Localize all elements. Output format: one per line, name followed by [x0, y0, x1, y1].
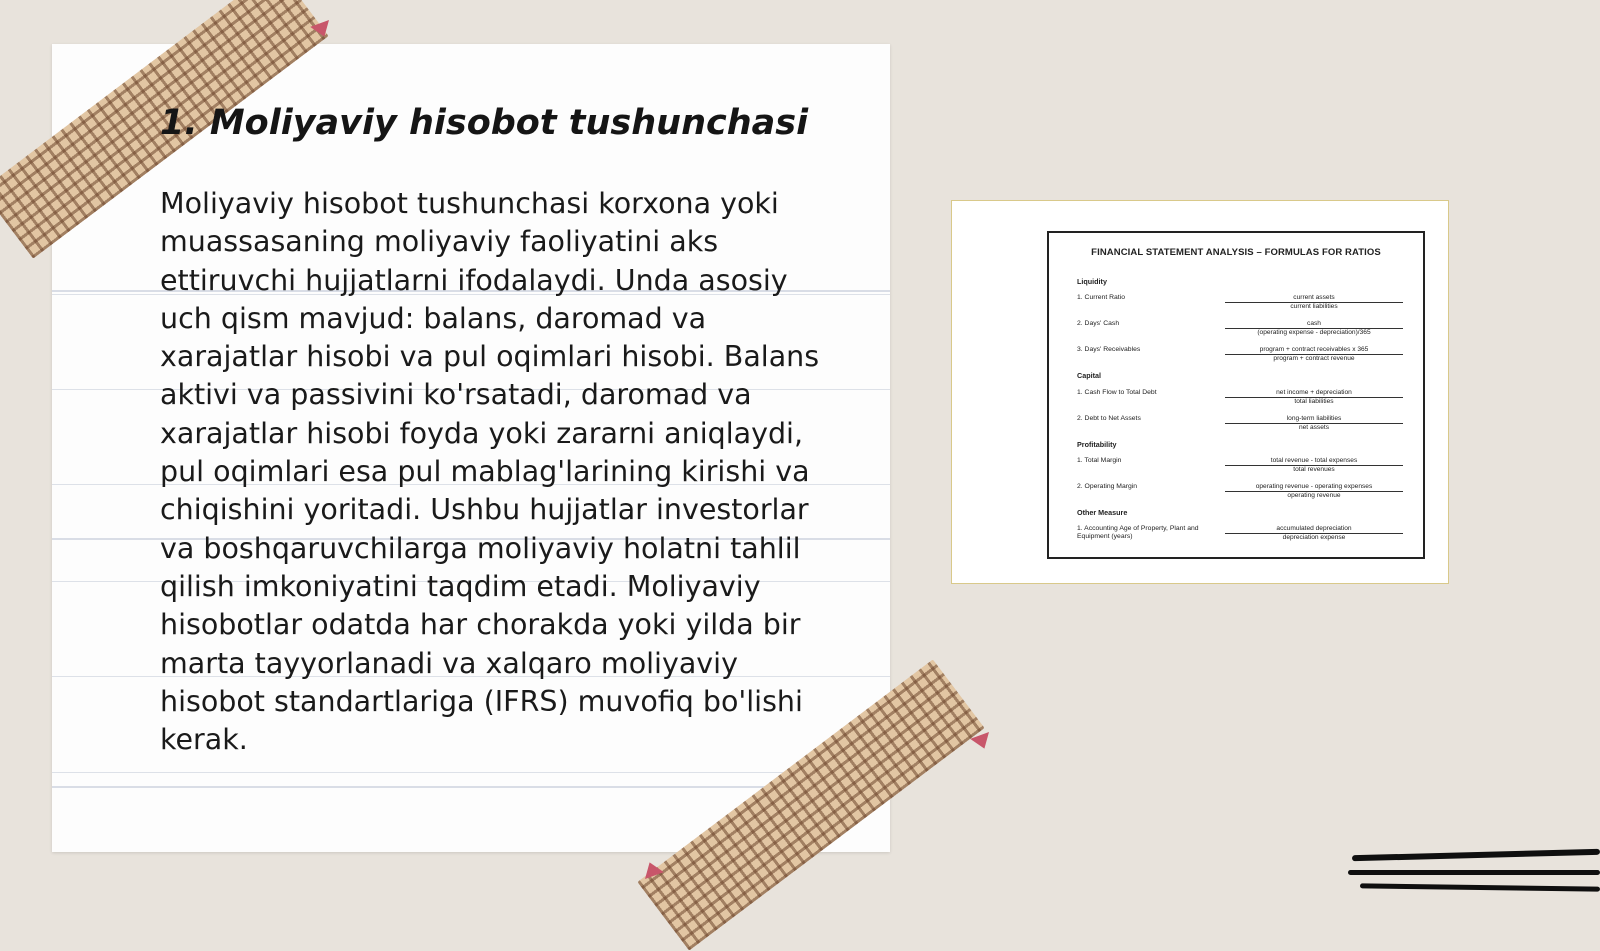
ratio-name: 1. Current Ratio	[1077, 294, 1125, 301]
ratio-formula	[1225, 483, 1403, 500]
paper-rule	[52, 772, 890, 773]
formula-numerator: current assets	[1225, 294, 1403, 303]
ink-stroke-decoration	[1352, 849, 1600, 861]
document-title: FINANCIAL STATEMENT ANALYSIS – FORMULAS FOR RATIOS	[1091, 247, 1381, 258]
formula-denominator: (operating expense - depreciation)/365	[1257, 329, 1371, 336]
section-heading: Capital	[1077, 371, 1101, 380]
slide-body-text: Moliyaviy hisobot tushunchasi korxona yoki muassasaning moliyaviy faoliyatini aks ettiruvchi hujjatlarni ifodalaydi. Unda asosiy uch qism mavjud: balans, daromad va xarajatlar hisobi va pul oqimlari hisobi. Balans aktivi va passivini ko'rsatadi, daromad va xarajatlar hisobi foyda yoki zararni aniqlaydi, pul oqimlari esa pul mablag'larining kirishi va chiqishini yoritadi. Ushbu hujjatlar investorlar va boshqaruvchilarga moliyaviy holatni tahlil qilish imkoniyatini taqdim etadi. Moliyaviy hisobotlar odatda har chorakda yoki yilda bir marta tayyorlanadi va xalqaro moliyaviy hisobot standartlariga (IFRS) muvofiq bo'lishi kerak.	[160, 187, 820, 757]
formula-denominator: net assets	[1298, 424, 1330, 431]
ink-stroke-decoration	[1348, 870, 1600, 875]
ratio-name: 1. Cash Flow to Total Debt	[1077, 389, 1157, 396]
formula-numerator: operating revenue - operating expenses	[1225, 483, 1403, 492]
formula-numerator: long-term liabilities	[1225, 415, 1403, 424]
ratio-name: 3. Days' Receivables	[1077, 346, 1141, 353]
section-heading: Profitability	[1077, 440, 1117, 449]
document-image-frame	[951, 200, 1449, 584]
ratio-formula	[1225, 389, 1403, 406]
slide-title: 1. Moliyaviy hisobot tushunchasi	[160, 103, 809, 143]
formula-denominator: depreciation expense	[1282, 534, 1346, 541]
ratio-name: 1. Accounting Age of Property, Plant and Equipment (years)	[1077, 525, 1199, 540]
formula-denominator: operating revenue	[1287, 492, 1341, 499]
formula-numerator: program + contract receivables x 365	[1225, 346, 1403, 355]
ratio-formula	[1225, 294, 1403, 311]
ratio-name: 2. Debt to Net Assets	[1077, 415, 1141, 422]
ratio-name: 2. Days' Cash	[1077, 320, 1120, 327]
ink-stroke-decoration	[1360, 883, 1600, 891]
section-heading: Other Measure	[1077, 508, 1128, 517]
ratio-formulas-document	[1047, 231, 1425, 559]
formula-denominator: program + contract revenue	[1273, 355, 1355, 362]
ratio-formula	[1225, 457, 1403, 474]
formula-denominator: total revenues	[1293, 466, 1335, 473]
formula-denominator: total liabilities	[1294, 398, 1334, 405]
section-heading: Liquidity	[1077, 277, 1107, 286]
ratio-formula	[1225, 320, 1403, 337]
ratio-formula	[1225, 415, 1403, 432]
ratio-name: 2. Operating Margin	[1077, 483, 1138, 490]
formula-numerator: net income + depreciation	[1225, 389, 1403, 398]
formula-numerator: accumulated depreciation	[1225, 525, 1403, 534]
formula-denominator: current liabilities	[1290, 303, 1338, 310]
formula-numerator: cash	[1225, 320, 1403, 329]
ratio-name: 1. Total Margin	[1077, 457, 1122, 464]
ratio-formula	[1225, 525, 1403, 542]
formula-numerator: total revenue - total expenses	[1225, 457, 1403, 466]
ratio-formula	[1225, 346, 1403, 363]
